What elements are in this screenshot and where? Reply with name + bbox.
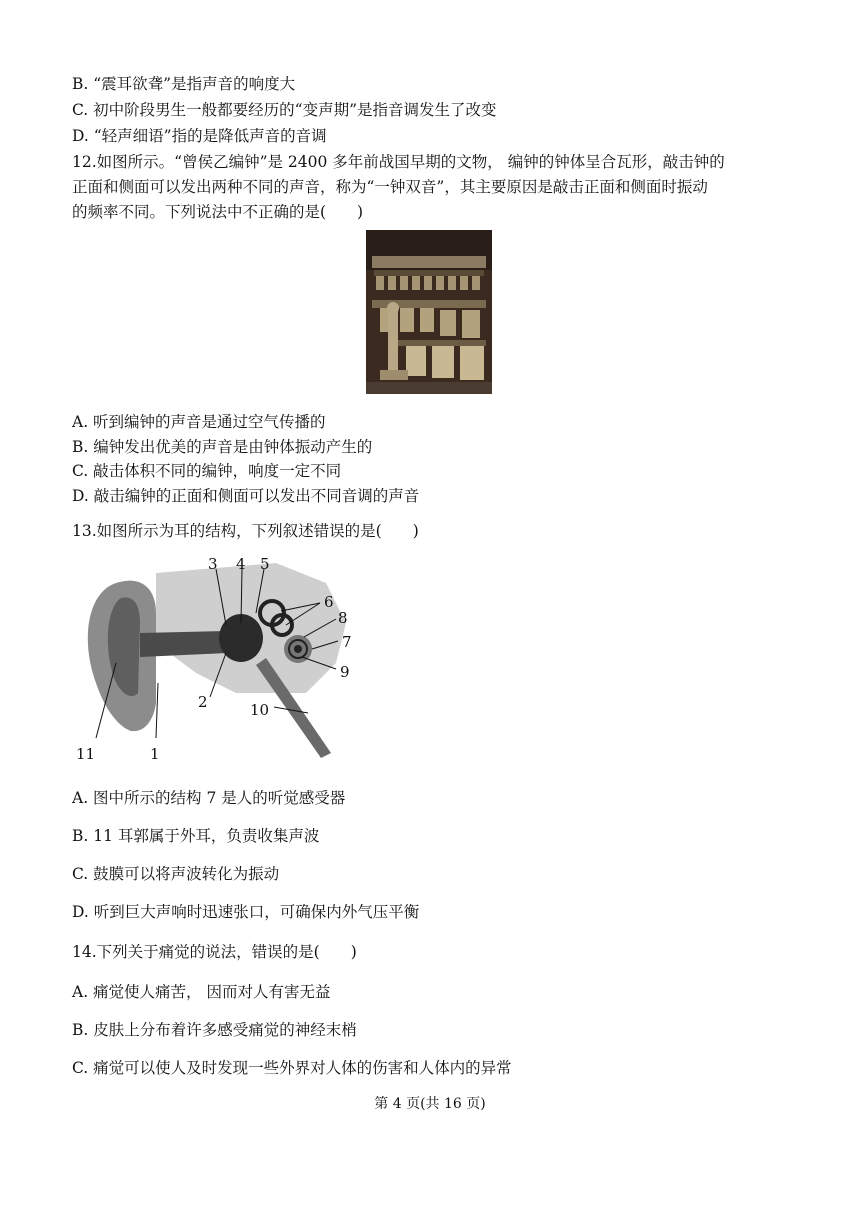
- q13-stem: 13.如图所示为耳的结构，下列叙述错误的是( ): [72, 522, 419, 540]
- q11-option-b: B. “震耳欲聋”是指声音的响度大: [72, 75, 296, 93]
- ear-label-4: 4: [236, 555, 246, 573]
- ear-label-9: 9: [340, 663, 350, 681]
- ear-label-8: 8: [338, 609, 348, 627]
- ear-label-2: 2: [198, 693, 208, 711]
- q14-option-a: A. 痛觉使人痛苦， 因而对人有害无益: [72, 983, 331, 1001]
- q12-option-a: A. 听到编钟的声音是通过空气传播的: [72, 413, 326, 431]
- bianzhong-bells-photo: [366, 230, 492, 394]
- q13-option-b: B. 11 耳郭属于外耳，负责收集声波: [72, 827, 320, 845]
- ear-label-7: 7: [342, 633, 352, 651]
- ear-structure-diagram: [76, 553, 366, 768]
- q12-stem-line-3: 的频率不同。下列说法中不正确的是( ): [72, 203, 364, 221]
- q12-option-b: B. 编钟发出优美的声音是由钟体振动产生的: [72, 438, 373, 456]
- q14-option-b: B. 皮肤上分布着许多感受痛觉的神经末梢: [72, 1021, 357, 1039]
- ear-label-5: 5: [260, 555, 270, 573]
- ear-label-11: 11: [76, 745, 96, 763]
- q13-option-a: A. 图中所示的结构 7 是人的听觉感受器: [72, 789, 346, 807]
- q12-stem-line-1: 12.如图所示。“曾侯乙编钟”是 2400 多年前战国早期的文物， 编钟的钟体呈合瓦形，敲击钟的: [72, 153, 725, 171]
- q13-option-d: D. 听到巨大声响时迅速张口，可确保内外气压平衡: [72, 903, 420, 921]
- q11-option-c: C. 初中阶段男生一般都要经历的“变声期”是指音调发生了改变: [72, 101, 497, 119]
- ear-label-6: 6: [324, 593, 334, 611]
- q12-option-c: C. 敲击体积不同的编钟，响度一定不同: [72, 462, 342, 480]
- ear-label-10: 10: [250, 701, 270, 719]
- q14-stem: 14.下列关于痛觉的说法，错误的是( ): [72, 943, 357, 961]
- q14-option-c: C. 痛觉可以使人及时发现一些外界对人体的伤害和人体内的异常: [72, 1059, 512, 1077]
- q12-option-d: D. 敲击编钟的正面和侧面可以发出不同音调的声音: [72, 487, 420, 505]
- ear-label-3: 3: [208, 555, 218, 573]
- ear-label-1: 1: [150, 745, 160, 763]
- q12-stem-line-2: 正面和侧面可以发出两种不同的声音，称为“一钟双音”，其主要原因是敲击正面和侧面时振动: [72, 178, 708, 196]
- q11-option-d: D. “轻声细语”指的是降低声音的音调: [72, 127, 327, 145]
- page-number-footer: 第 4 页(共 16 页): [374, 1096, 486, 1112]
- q13-option-c: C. 鼓膜可以将声波转化为振动: [72, 865, 280, 883]
